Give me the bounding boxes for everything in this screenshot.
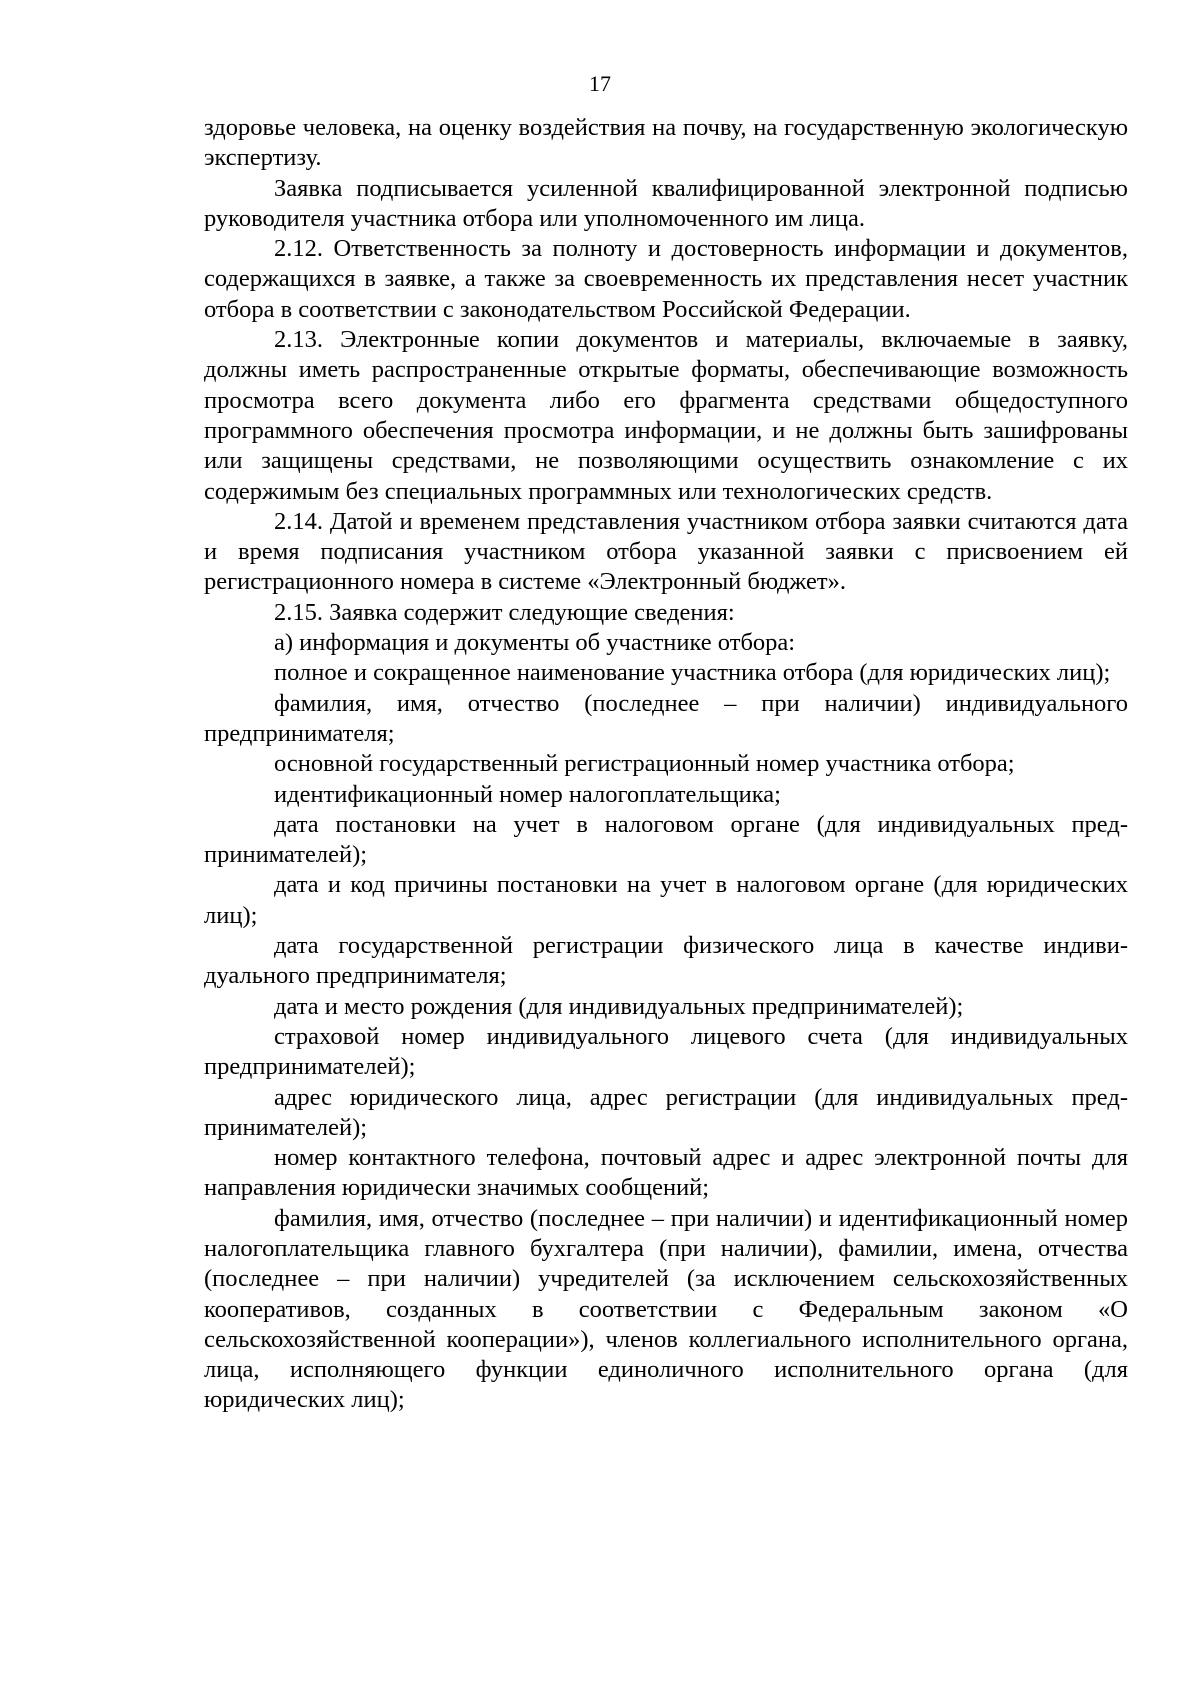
- paragraph: 2.14. Датой и временем представления участником отбора заявки считаются дата и время подписания участником отбора указанной заявки с присвоением ей регистрационного номера в системе «Электронный бюджет».: [204, 507, 1128, 596]
- paragraph: 2.13. Электронные копии документов и материалы, включаемые в заявку, должны иметь распространенные открытые форматы, обеспечивающие возможность просмотра всего документа либо его фрагмента средствами общедоступного программного обеспечения просмотра информации, и не должны быть зашифрованы или защищены средствами, не позволяющими осуществить ознакомление с их содержимым без специальных программных или технологических средств.: [204, 326, 1128, 505]
- paragraph: основной государственный регистрационный номер участника отбора;: [274, 750, 1015, 778]
- paragraph: 2.12. Ответственность за полноту и достоверность информации и документов, содержащихся в заявке, а также за своевременность их представления несет участник отбора в соответствии с законодательством Российской Федерации.: [204, 235, 1128, 323]
- paragraph: идентификационный номер налогоплательщика;: [274, 780, 781, 808]
- paragraph: дата и код причины постановки на учет в налоговом органе (для юридических лиц);: [204, 871, 1128, 929]
- paragraph: 2.15. Заявка содержит следующие сведения:: [274, 598, 735, 626]
- paragraph: здоровье человека, на оценку воздействия на почву, на государственную экологическую экспертизу.: [204, 114, 1128, 172]
- paragraph: страховой номер индивидуального лицевого счета (для индивидуальных предпринимателей);: [204, 1022, 1128, 1081]
- paragraph: полное и сокращенное наименование участника отбора (для юридических лиц);: [274, 659, 1111, 687]
- paragraph: номер контактного телефона, почтовый адрес и адрес электронной почты для направления юридически значимых сообщений;: [204, 1144, 1128, 1202]
- paragraph: фамилия, имя, отчество (последнее – при наличии) индивидуального предпринимателя;: [204, 689, 1128, 747]
- paragraph: фамилия, имя, отчество (последнее – при наличии) и идентификационный номер налогоплательщика главного бухгалтера (при наличии), фамилии, имена, отчества (последнее – при наличии) учредителей (за исключением сельскохозяйственных кооперативов, созданных в соответствии с Федеральным законом «О сельскохозяйственной кооперации»), членов коллегиального исполнительного органа, лица, исполняющего функции единоличного исполнительного органа (для юридических лиц);: [204, 1204, 1128, 1414]
- paragraph: дата государственной регистрации физического лица в качестве индивидуального предпринимателя;: [204, 932, 1128, 990]
- paragraph: дата постановки на учет в налоговом органе (для индивидуальных предпринимателей);: [204, 810, 1128, 869]
- paragraph: адрес юридического лица, адрес регистрации (для индивидуальных предпринимателей);: [204, 1083, 1128, 1141]
- page-number: 17: [589, 71, 611, 96]
- paragraph: а) информация и документы об участнике отбора:: [274, 629, 796, 657]
- document-body: [204, 113, 1128, 1416]
- paragraph: дата и место рождения (для индивидуальных предпринимателей);: [274, 992, 964, 1020]
- paragraph: Заявка подписывается усиленной квалифицированной электронной подписью руководителя участника отбора или уполномоченного им лица.: [204, 174, 1128, 232]
